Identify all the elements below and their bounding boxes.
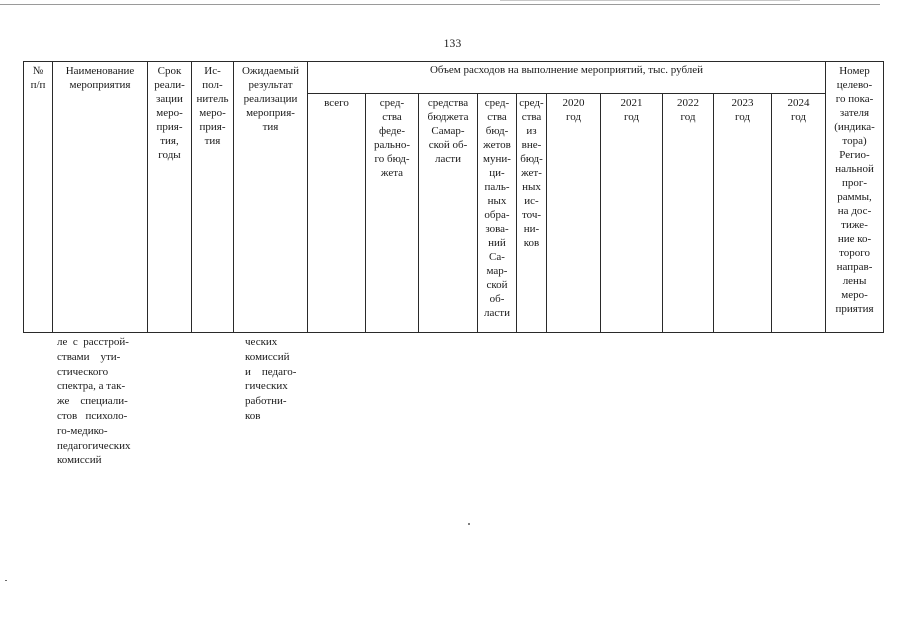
expenditure-plan-table bbox=[23, 61, 884, 333]
table-header-row bbox=[24, 62, 884, 94]
subheader-year-2020: 2020 год bbox=[547, 94, 601, 333]
scan-speck bbox=[468, 523, 470, 525]
subheader-federal-funds: сред- ства феде- рально- го бюд- жета bbox=[366, 94, 419, 333]
subheader-extrabudgetary-funds: сред- ства из вне- бюд- жет- ных ис- точ- ни- ков bbox=[517, 94, 547, 333]
scan-speck bbox=[5, 580, 7, 581]
subheader-total: всего bbox=[308, 94, 366, 333]
subheader-year-2024: 2024 год bbox=[772, 94, 826, 333]
continued-activity-name-text: ле с расстрой- ствами ути- стического спектра, а так- же специали- стов психоло- го-медико- педагогических комиссий bbox=[57, 336, 131, 467]
header-indicator-number: Номер целево- го пока- зателя (индика- тора) Регио- нальной прог- раммы, на дос- тиже- ние ко- торого направ- лены меро- приятия bbox=[826, 62, 884, 333]
page-number: 133 bbox=[443, 38, 462, 50]
continued-expected-result-text: ческих комиссий и педаго- гических работни- ков bbox=[245, 336, 297, 422]
subheader-year-2021: 2021 год bbox=[601, 94, 663, 333]
header-num: № п/п bbox=[24, 62, 53, 333]
header-expected-result: Ожидаемый результат реализации мероприя- тия bbox=[234, 62, 308, 333]
subheader-year-2023: 2023 год bbox=[714, 94, 772, 333]
header-name: Наименование мероприятия bbox=[53, 62, 148, 333]
subheader-regional-funds: средства бюджета Самар- ской об- ласти bbox=[419, 94, 478, 333]
header-term: Срок реали- зации меро- прия- тия, годы bbox=[148, 62, 192, 333]
scan-edge-line bbox=[0, 4, 880, 5]
subheader-year-2022: 2022 год bbox=[663, 94, 714, 333]
header-executor: Ис- пол- нитель меро- прия- тия bbox=[192, 62, 234, 333]
header-expenditure-volume: Объем расходов на выполнение мероприятий, тыс. рублей bbox=[308, 62, 826, 94]
subheader-municipal-funds: сред- ства бюд- жетов муни- ци- паль- ных обра- зова- ний Са- мар- ской об- ласти bbox=[478, 94, 517, 333]
scan-edge-line bbox=[500, 0, 800, 1]
